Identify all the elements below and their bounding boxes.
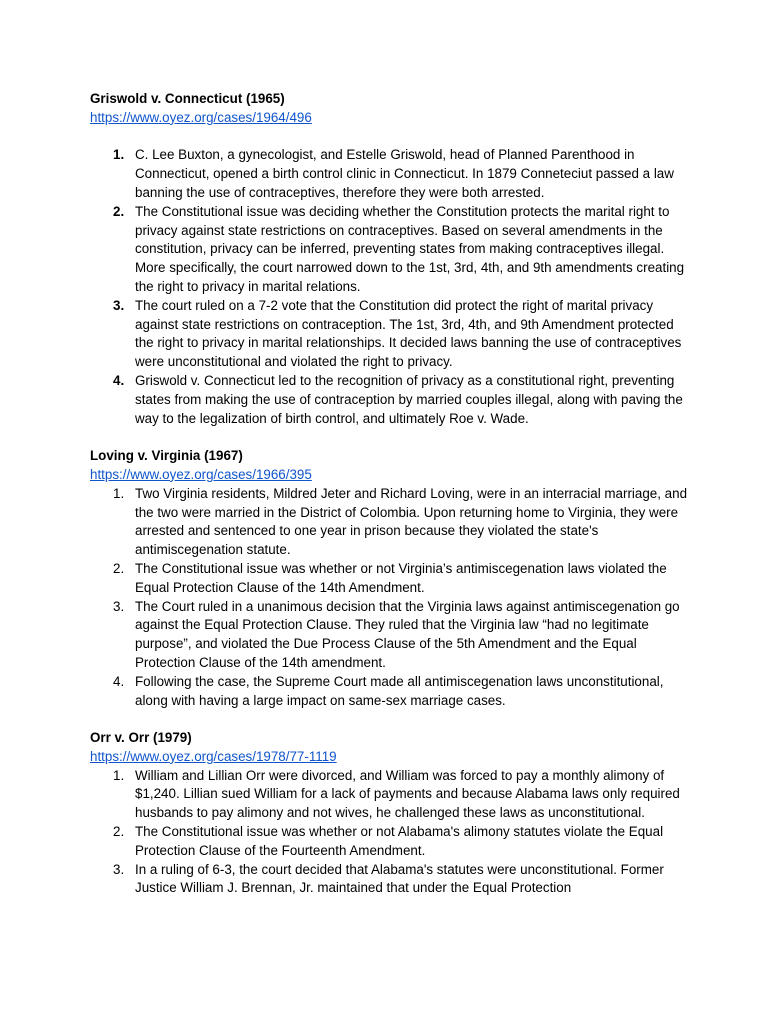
list-item-text: The Constitutional issue was deciding whether the Constitution protects the marital right to privacy against state restrictions on contraceptives. Based on several amendments in the constitution, privacy can be inferred, preventing states from making contraceptives illegal. More specifically, the court narrowed down to the 1st, 3rd, 4th, and 9th amendments creating the right to privacy in marital relations. xyxy=(135,203,685,294)
list-item xyxy=(90,203,690,297)
case-link[interactable]: https://www.oyez.org/cases/1964/496 xyxy=(90,109,312,125)
list-item-text: William and Lillian Orr were divorced, and William was forced to pay a monthly alimony of $1,240. Lillian sued William for a lack of payments and because Alabama laws only required husbands to pay alimony and not wives, he challenged these laws as unconstitutional. xyxy=(135,767,680,821)
list-number: 3. xyxy=(113,861,125,877)
list-item xyxy=(90,598,690,673)
list-item-text: C. Lee Buxton, a gynecologist, and Estelle Griswold, head of Planned Parenthood in Connecticut, opened a birth control clinic in Connecticut. In 1879 Conneteciut passed a law banning the use of contraceptives, therefore they were both arrested. xyxy=(135,147,674,200)
list-item xyxy=(90,372,690,428)
list-item-text: Griswold v. Connecticut led to the recognition of privacy as a constitutional right, preventing states from making the use of contraception by married couples illegal, along with paving the way to the legalization of birth control, and ultimately Roe v. Wade. xyxy=(135,372,683,426)
list-item-text: The Constitutional issue was whether or not Alabama's alimony statutes violate the Equal Protection Clause of the Fourteenth Amendment. xyxy=(135,824,664,858)
list-item xyxy=(90,485,690,560)
list-number: 4. xyxy=(113,673,125,689)
case-section-loving xyxy=(90,447,690,710)
list-number: 2. xyxy=(113,560,125,576)
case-section-orr xyxy=(90,729,690,898)
case-link[interactable]: https://www.oyez.org/cases/1966/395 xyxy=(90,466,312,482)
list-item xyxy=(90,673,690,711)
list-item-text: Two Virginia residents, Mildred Jeter and Richard Loving, were in an interracial marriage, and the two were married in the District of Colombia. Upon returning home to Virginia, they were arrested and sentenced to one year in prison because they violated the state's antimiscegenation statute. xyxy=(135,485,688,558)
list-item-text: Following the case, the Supreme Court made all antimiscegenation laws unconstitutional, along with having a large impact on same-sex marriage cases. xyxy=(135,673,664,708)
list-item xyxy=(90,297,690,372)
case-points-list xyxy=(90,485,690,711)
list-item-text: The court ruled on a 7-2 vote that the Constitution did protect the right of marital privacy against state restrictions on contraception. The 1st, 3rd, 4th, and 9th Amendment protected the right to privacy in marital relationships. It decided laws banning the use of contraceptives were unconstitutional and violated the right to privacy. xyxy=(135,297,682,370)
case-points-list xyxy=(90,146,690,428)
list-number: 2. xyxy=(113,203,125,219)
list-item-text: The Court ruled in a unanimous decision that the Virginia laws against antimiscegenation go against the Equal Protection Clause. They ruled that the Virginia law “had no legitimate purpose”, and violated the Due Process Clause of the 5th Amendment and the Equal Protection Clause of the 14th amendment. xyxy=(135,598,680,670)
list-item xyxy=(90,861,690,899)
case-title: Griswold v. Connecticut (1965) xyxy=(90,91,285,106)
list-item xyxy=(90,146,690,202)
list-item xyxy=(90,767,690,823)
list-number: 3. xyxy=(113,598,125,614)
case-link[interactable]: https://www.oyez.org/cases/1978/77-1119 xyxy=(90,748,337,764)
case-section-griswold xyxy=(90,90,690,428)
list-number: 1. xyxy=(113,147,125,163)
list-number: 1. xyxy=(113,767,125,783)
list-number: 3. xyxy=(113,297,125,313)
list-number: 2. xyxy=(113,824,125,840)
list-number: 1. xyxy=(113,485,125,501)
list-item xyxy=(90,823,690,861)
list-item xyxy=(90,560,690,598)
case-title: Loving v. Virginia (1967) xyxy=(90,448,243,464)
case-points-list xyxy=(90,767,690,899)
document-page xyxy=(90,90,690,917)
list-number: 4. xyxy=(113,372,125,388)
list-item-text: The Constitutional issue was whether or not Virginia’s antimiscegenation laws violated the Equal Protection Clause of the 14th Amendment. xyxy=(135,560,667,595)
list-item-text: In a ruling of 6-3, the court decided that Alabama's statutes were unconstitutional. Former Justice William J. Brennan, Jr. maintained that under the Equal Protection xyxy=(135,861,664,896)
case-title: Orr v. Orr (1979) xyxy=(90,730,192,746)
